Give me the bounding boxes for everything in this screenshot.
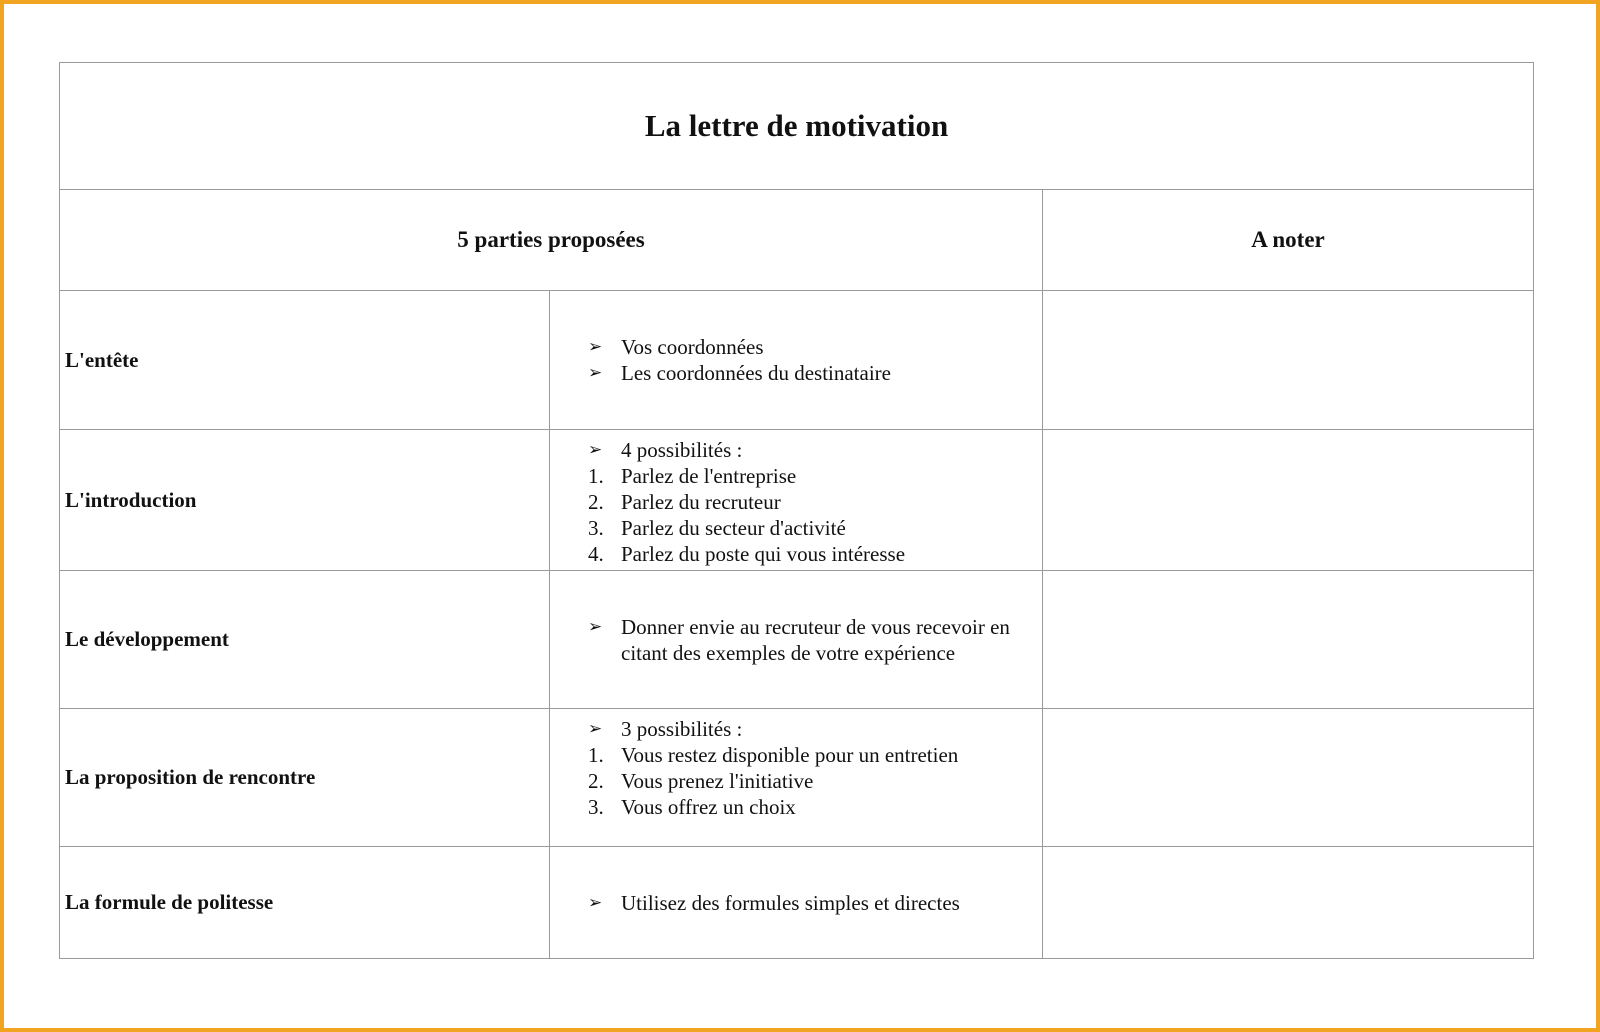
list-item-text: Vous offrez un choix <box>621 795 796 819</box>
part-name: La formule de politesse <box>60 847 550 959</box>
arrow-bullet-icon: ➢ <box>588 719 603 739</box>
note-cell <box>1043 847 1534 959</box>
motivation-letter-table <box>59 62 1534 959</box>
list-item-text: Donner envie au recruteur de vous recevoir en citant des exemples de votre expérience <box>621 614 1010 665</box>
list-number: 3. <box>588 516 604 540</box>
list-item <box>588 489 1042 515</box>
note-cell <box>1043 709 1534 847</box>
list-item-text: Parlez du recruteur <box>621 490 781 514</box>
list-item-text: 4 possibilités : <box>621 438 743 462</box>
notes-header: A noter <box>1043 190 1534 291</box>
list-number: 2. <box>588 769 604 793</box>
list-number: 3. <box>588 795 604 819</box>
part-name: La proposition de rencontre <box>60 709 550 847</box>
list-item <box>588 437 1042 463</box>
arrow-bullet-icon: ➢ <box>588 440 603 460</box>
arrow-bullet-icon: ➢ <box>588 616 603 637</box>
table-row <box>60 291 1534 430</box>
part-name: L'entête <box>60 291 550 430</box>
table-row <box>60 709 1534 847</box>
list-number: 2. <box>588 490 604 514</box>
list-number: 1. <box>588 743 604 767</box>
list-item-text: Les coordonnées du destinataire <box>621 361 891 385</box>
list-item <box>588 716 1042 742</box>
document-title: La lettre de motivation <box>60 63 1534 190</box>
part-content <box>550 709 1043 847</box>
list-item-text: 3 possibilités : <box>621 717 743 741</box>
list-item-text: Parlez du poste qui vous intéresse <box>621 542 906 566</box>
list-item-text: Vos coordonnées <box>621 335 764 359</box>
parts-header: 5 parties proposées <box>60 190 1043 291</box>
note-cell <box>1043 430 1534 571</box>
part-content <box>550 291 1043 430</box>
list-item <box>588 768 1042 794</box>
list-item <box>588 890 1042 916</box>
list-item <box>588 794 1042 820</box>
list-item-text: Utilisez des formules simples et directes <box>621 890 960 915</box>
table-row <box>60 847 1534 959</box>
list-number: 4. <box>588 542 604 566</box>
table-row <box>60 430 1534 571</box>
arrow-bullet-icon: ➢ <box>588 892 603 913</box>
list-item-text: Vous prenez l'initiative <box>621 769 814 793</box>
list-item <box>588 515 1042 541</box>
list-item-text: Vous restez disponible pour un entretien <box>621 743 959 767</box>
arrow-bullet-icon: ➢ <box>588 363 603 383</box>
list-item <box>588 541 1042 567</box>
part-name: L'introduction <box>60 430 550 571</box>
table-row <box>60 571 1534 709</box>
note-cell <box>1043 291 1534 430</box>
part-name: Le développement <box>60 571 550 709</box>
part-content <box>550 571 1043 709</box>
list-number: 1. <box>588 464 604 488</box>
list-item <box>588 742 1042 768</box>
list-item-text: Parlez du secteur d'activité <box>621 516 846 540</box>
arrow-bullet-icon: ➢ <box>588 337 603 357</box>
part-content <box>550 847 1043 959</box>
list-item <box>588 360 1042 386</box>
list-item <box>588 614 1042 666</box>
list-item-text: Parlez de l'entreprise <box>621 464 797 488</box>
note-cell <box>1043 571 1534 709</box>
part-content <box>550 430 1043 571</box>
list-item <box>588 334 1042 360</box>
list-item <box>588 463 1042 489</box>
